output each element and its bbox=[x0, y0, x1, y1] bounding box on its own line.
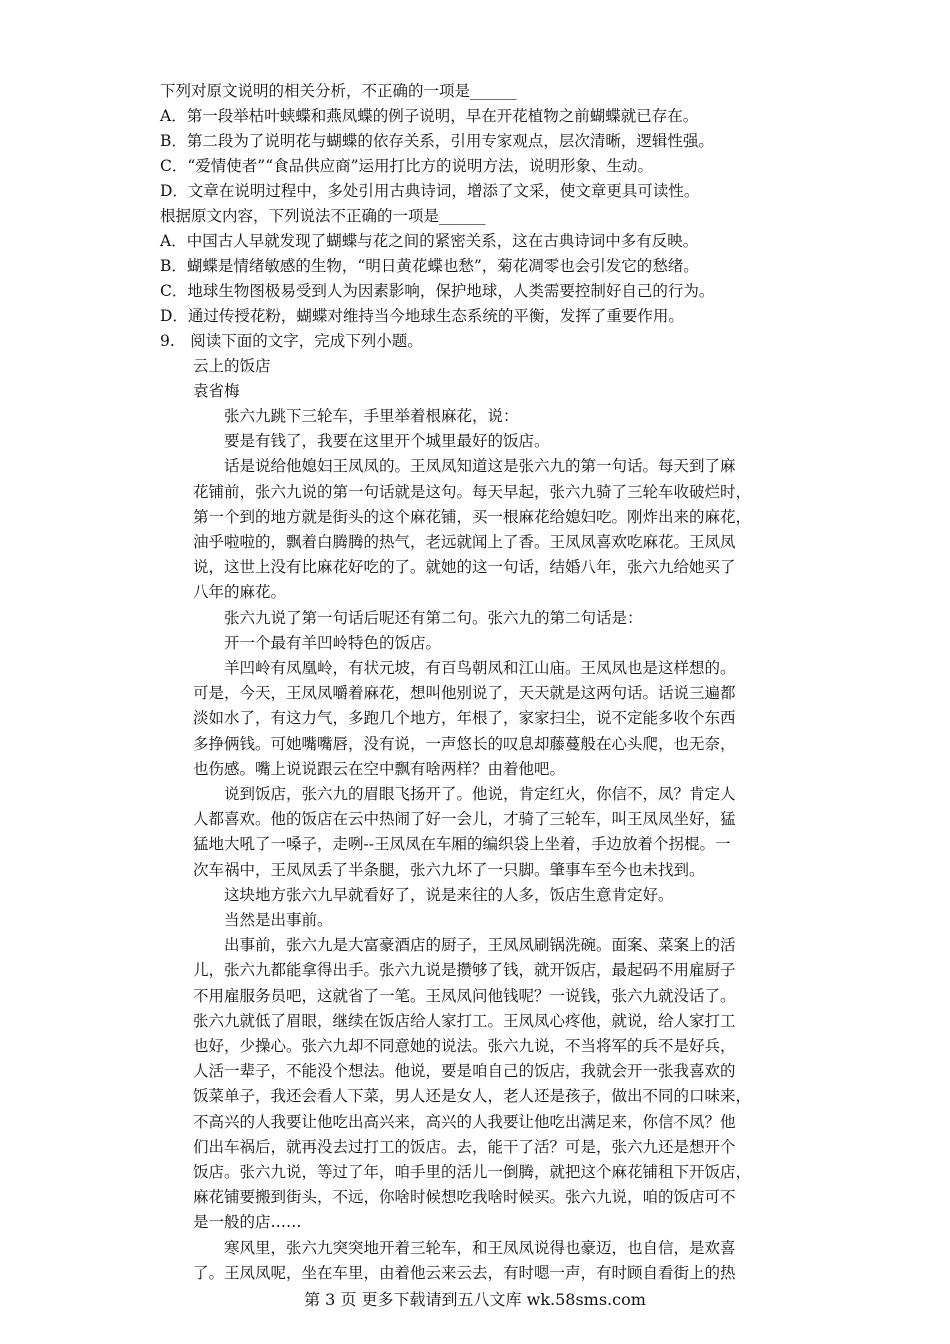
story-line: 张六九说了第一句话后呢还有第二句。张六九的第二句话是： bbox=[193, 608, 643, 627]
story-line: 羊凹岭有凤凰岭，有状元坡，有百鸟朝凤和江山庙。王凤凤也是这样想的。 bbox=[193, 659, 736, 677]
story-line: 寒风里，张六九突突地开着三轮车，和王凤凤说得也豪迈，也自信，是欢喜 bbox=[193, 1238, 736, 1257]
option-a: A．中国古人早就发现了蝴蝶与花之间的紧密关系，这在古典诗词中多有反映。 bbox=[160, 232, 699, 250]
story-author: 袁省梅 bbox=[193, 382, 240, 400]
story-line: 不用雇服务员吧，这就省了一笔。王凤凤问他钱呢？一说钱，张六九就没话了。 bbox=[193, 986, 736, 1005]
story-line: 说，这世上没有比麻花好吃的了。就她的这一句话，结婚八年，张六九给她买了 bbox=[193, 558, 736, 577]
story-line: 花铺前，张六九说的第一句话就是这句。每天早起，张六九骑了三轮车收破烂时， bbox=[193, 482, 752, 501]
option-a: A．第一段举枯叶蛱蝶和燕凤蝶的例子说明，早在开花植物之前蝴蝶就已存在。 bbox=[160, 107, 699, 125]
story-line: 们出车祸后，就再没去过打工的饭店。去，能干了活？可是，张六九还是想开个 bbox=[193, 1137, 736, 1156]
story-line: 淡如水了，有这力气，多跑几个地方，年根了，家家扫尘，说不定能多收个东西 bbox=[193, 709, 736, 728]
story-line: 张六九就低了眉眼，继续在饭店给人家打工。王凤凤心疼他，就说，给人家打工 bbox=[193, 1011, 736, 1030]
story-line: 多挣俩钱。可她嘴嘴唇，没有说，一声悠长的叹息却藤蔓般在心头爬，也无奈， bbox=[193, 734, 736, 753]
story-line: 说到饭店，张六九的眉眼飞扬开了。他说，肯定红火，你信不，凤？肯定人 bbox=[193, 785, 736, 803]
story-title: 云上的饭店 bbox=[193, 357, 271, 375]
story-line: 也好，少操心。张六九却不同意她的说法。张六九说，不当将军的兵不是好兵， bbox=[193, 1037, 736, 1055]
story-line: 了。王凤凤呢，坐在车里，由着他云来云去，有时嗯一声，有时顾自看街上的热 bbox=[193, 1263, 736, 1282]
story-line: 饭店。张六九说，等过了年，咱手里的活儿一倒腾，就把这个麻花铺租下开饭店， bbox=[193, 1163, 752, 1181]
story-line: 话是说给他媳妇王凤凤的。王凤凤知道这是张六九的第一句话。每天到了麻 bbox=[193, 457, 736, 476]
story-line: 当然是出事前。 bbox=[193, 911, 333, 929]
option-b: B．第二段为了说明花与蝴蝶的依存关系，引用专家观点，层次清晰，逻辑性强。 bbox=[160, 132, 714, 150]
question-stem: 根据原文内容，下列说法不正确的一项是______ bbox=[160, 207, 486, 225]
page-footer: 第 3 页 更多下载请到五八文库 wk.58sms.com bbox=[304, 1290, 646, 1309]
story-line: 油乎啦啦的，飘着白腾腾的热气，老远就闻上了香。王凤凤喜欢吃麻花。王凤凤 bbox=[193, 533, 736, 551]
story-line: 这块地方张六九早就看好了，说是来往的人多，饭店生意肯定好。 bbox=[193, 885, 674, 904]
story-line: 是一般的店…… bbox=[193, 1213, 302, 1232]
option-b: B．蝴蝶是情绪敏感的生物，“明日黄花蝶也愁”，菊花凋零也会引发它的愁绪。 bbox=[160, 257, 699, 275]
story-line: 八年的麻花。 bbox=[193, 583, 287, 602]
option-c: C．“爱情使者”“食品供应商”运用打比方的说明方法，说明形象、生动。 bbox=[160, 157, 654, 175]
story-line: 儿，张六九都能拿得出手。张六九说是攒够了钱，就开饭店，最起码不用雇厨子 bbox=[193, 961, 736, 980]
question-number: 9. 阅读下面的文字，完成下列小题。 bbox=[160, 332, 423, 350]
story-line: 开一个最有羊凹岭特色的饭店。 bbox=[193, 633, 442, 652]
story-line: 第一个到的地方就是街头的这个麻花铺，买一根麻花给媳妇吃。刚炸出来的麻花， bbox=[193, 507, 752, 526]
option-c: C．地球生物图极易受到人为因素影响，保护地球，人类需要控制好自己的行为。 bbox=[160, 282, 715, 300]
story-line: 张六九跳下三轮车，手里举着根麻花，说： bbox=[193, 407, 519, 425]
story-line: 要是有钱了，我要在这里开个城里最好的饭店。 bbox=[193, 432, 550, 451]
story-line: 出事前，张六九是大富豪酒店的厨子，王凤凤刷锅洗碗。面案、菜案上的活 bbox=[193, 936, 736, 955]
story-line: 猛地大吼了一嗓子，走咧--王凤凤在车厢的编织袋上坐着，手边放着个拐棍。一 bbox=[193, 835, 731, 854]
story-line: 次车祸中，王凤凤丢了半条腿，张六九坏了一只脚。肇事车至今也未找到。 bbox=[193, 860, 705, 879]
story-line: 麻花铺要搬到街头，不远，你啥时候想吃我啥时候买。张六九说，咱的饭店可不 bbox=[193, 1188, 736, 1207]
option-d: D．文章在说明过程中，多处引用古典诗词，增添了文采，使文章更具可读性。 bbox=[160, 182, 700, 200]
question-stem: 下列对原文说明的相关分析，不正确的一项是______ bbox=[160, 82, 517, 100]
story-line: 人都喜欢。他的饭店在云中热闹了好一会儿，才骑了三轮车，叫王凤凤坐好，猛 bbox=[193, 810, 736, 829]
story-line: 也伤感。嘴上说说跟云在空中飘有啥两样？由着他吧。 bbox=[193, 759, 566, 778]
story-line: 不高兴的人我要让他吃出高兴来，高兴的人我要让他吃出满足来，你信不凤？他 bbox=[193, 1112, 736, 1131]
option-d: D．通过传授花粉，蝴蝶对维持当今地球生态系统的平衡，发挥了重要作用。 bbox=[160, 307, 684, 325]
story-line: 饭菜单子，我还会看人下菜，男人还是女人，老人还是孩子，做出不同的口味来， bbox=[193, 1087, 752, 1106]
story-line: 人活一辈子，不能没个想法。他说，要是咱自己的饭店，我就会开一张我喜欢的 bbox=[193, 1062, 736, 1081]
story-line: 可是，今天，王凤凤嚼着麻花，想叫他别说了，天天就是这两句话。话说三遍都 bbox=[193, 684, 736, 703]
